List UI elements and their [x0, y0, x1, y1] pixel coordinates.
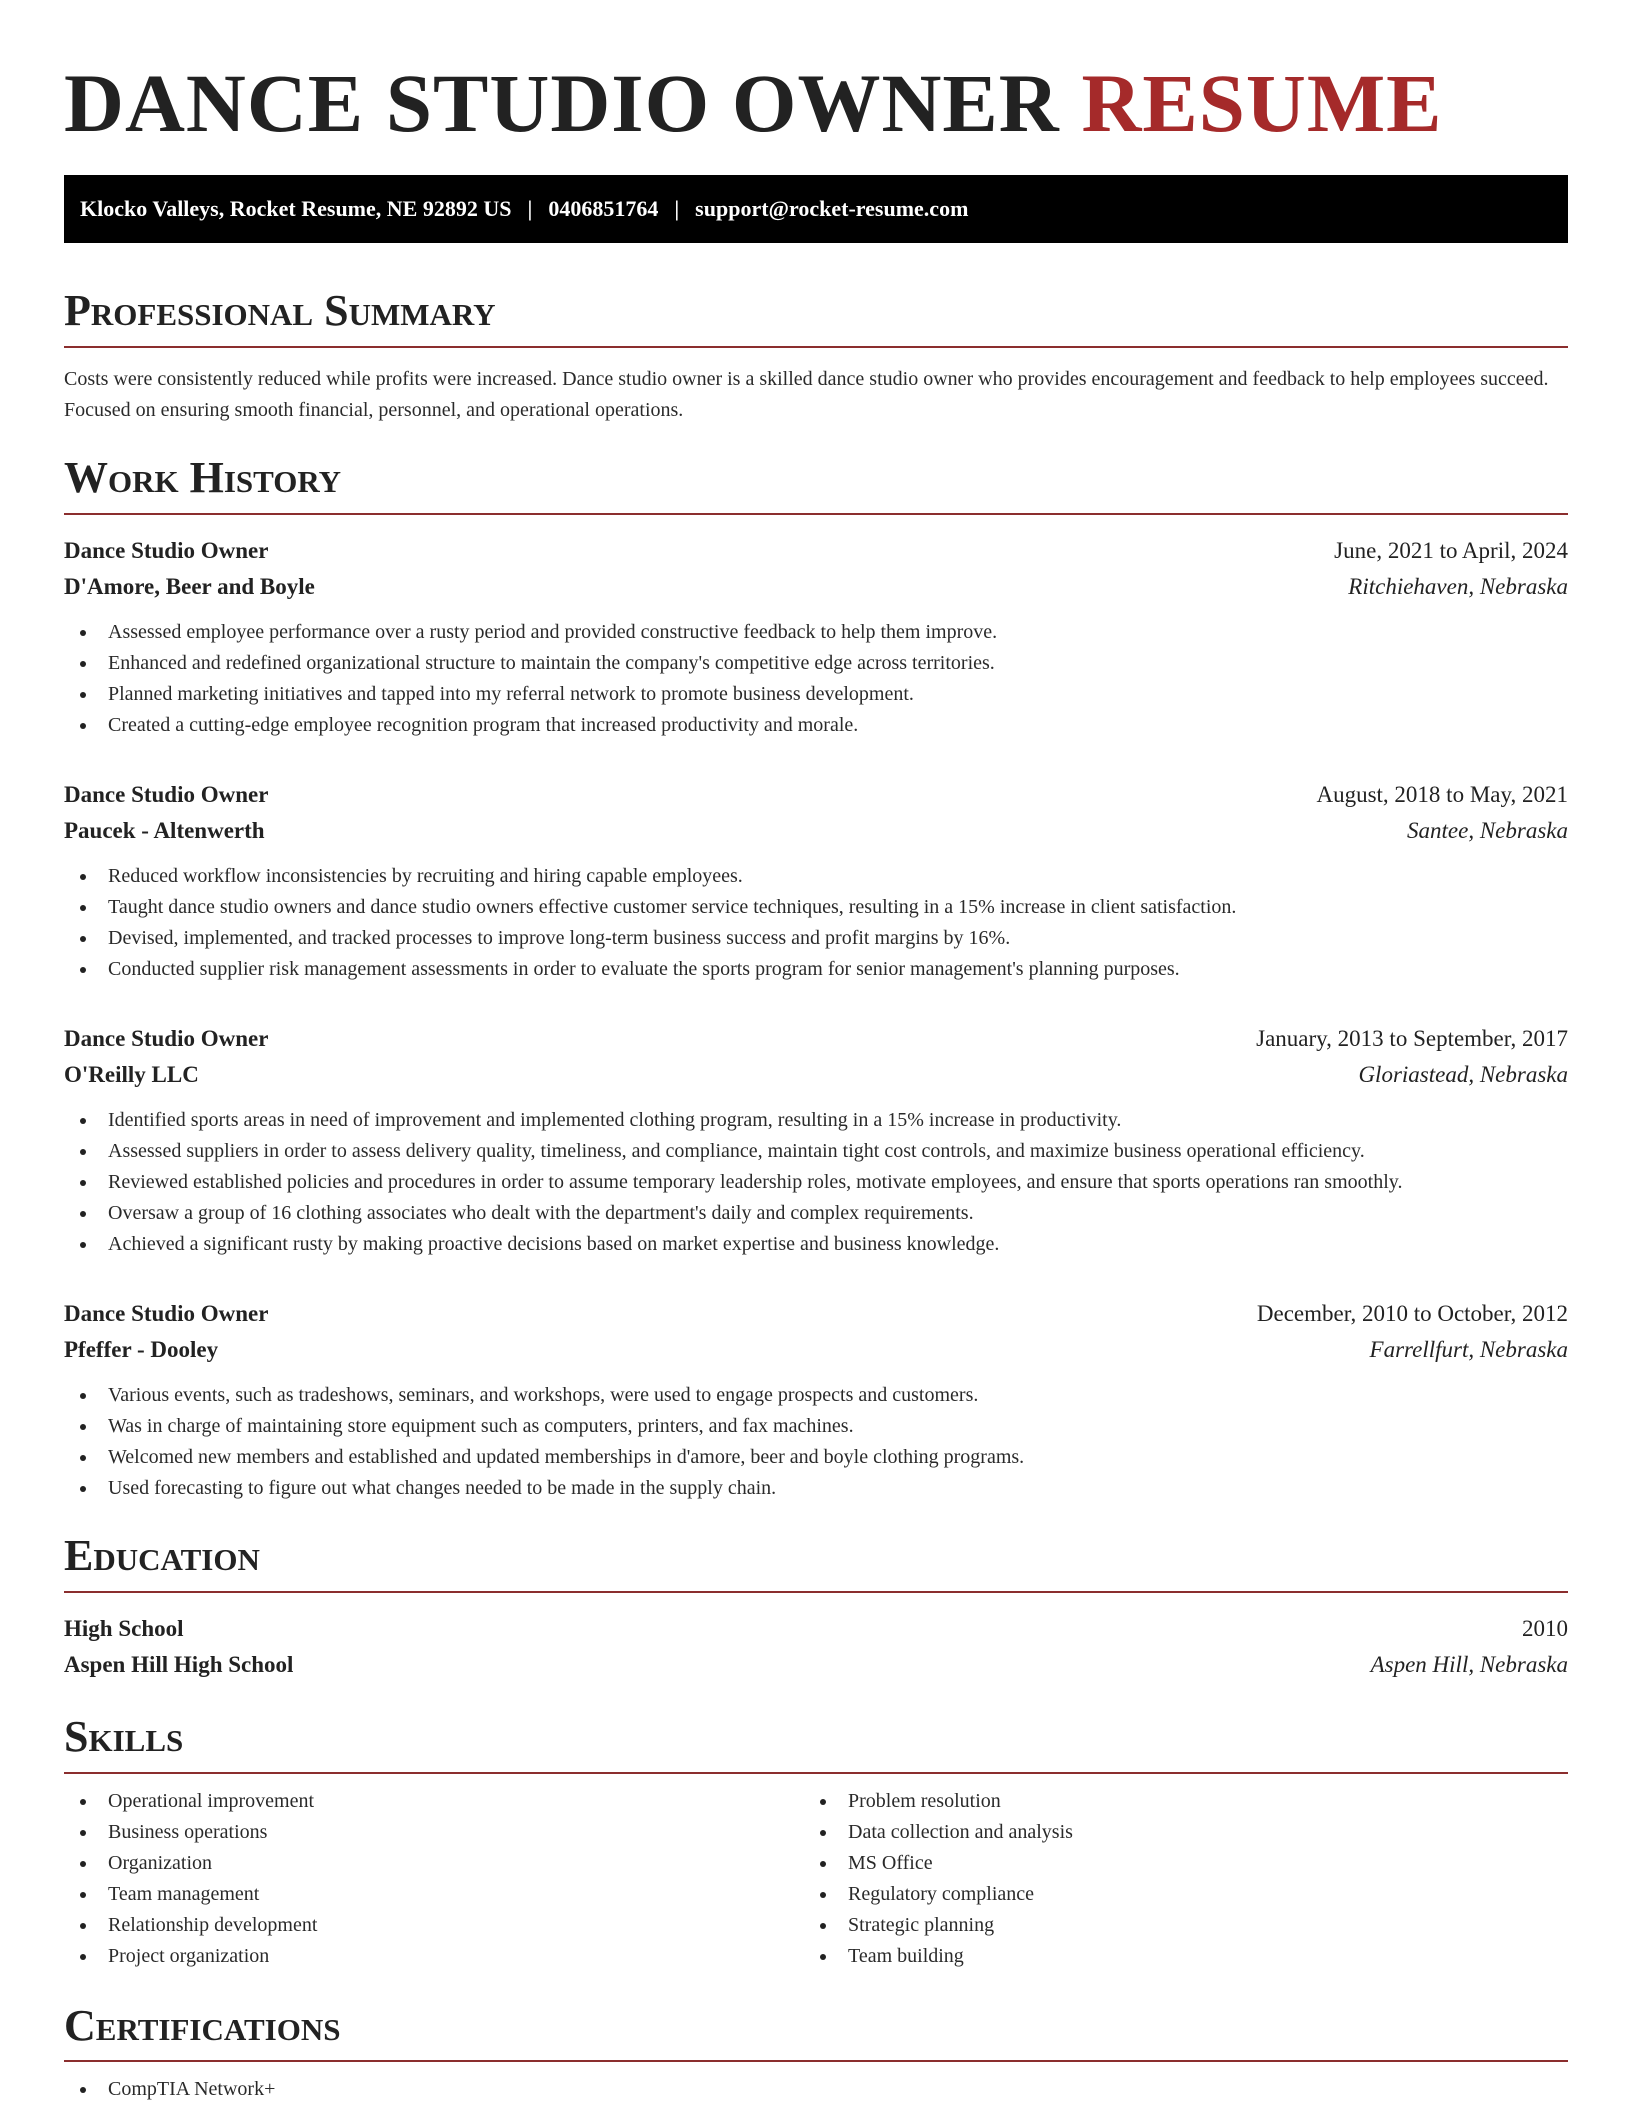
- job-dates: January, 2013 to September, 2017: [1256, 1026, 1568, 1052]
- skill-item: Strategic planning: [820, 1910, 1544, 1941]
- contact-separator: |: [527, 196, 533, 222]
- summary-heading: Professional Summary: [64, 285, 1568, 348]
- job-bullets: [64, 861, 1568, 985]
- skills-list-right: [804, 1786, 1544, 1972]
- job-bullets: [64, 1380, 1568, 1504]
- job-bullet: Assessed suppliers in order to assess delivery quality, timeliness, and compliance, maintain tight cost controls, and maximize business operational efficiency.: [80, 1136, 1568, 1167]
- job-bullet: Assessed employee performance over a rusty period and provided constructive feedback to help them improve.: [80, 617, 1568, 648]
- job-entry: [64, 533, 1568, 741]
- skill-item: Relationship development: [80, 1910, 804, 1941]
- job-location: Gloriastead, Nebraska: [1358, 1062, 1568, 1088]
- job-bullet: Oversaw a group of 16 clothing associates who dealt with the department's daily and complex requirements.: [80, 1198, 1568, 1229]
- skill-item: Operational improvement: [80, 1786, 804, 1817]
- skills-list-left: [64, 1786, 804, 1972]
- job-bullets: [64, 1105, 1568, 1260]
- skill-item: Data collection and analysis: [820, 1817, 1544, 1848]
- job-company-row: [64, 1057, 1568, 1093]
- job-company: D'Amore, Beer and Boyle: [64, 574, 315, 600]
- job-header-row: [64, 777, 1568, 813]
- job-bullet: Various events, such as tradeshows, seminars, and workshops, were used to engage prospects and customers.: [80, 1380, 1568, 1411]
- contact-separator: |: [674, 196, 680, 222]
- job-title: Dance Studio Owner: [64, 538, 269, 564]
- certification-item: CompTIA Network+: [80, 2074, 1568, 2105]
- skills-columns: [64, 1786, 1568, 1972]
- education-header-row: [64, 1611, 1568, 1647]
- job-header-row: [64, 1296, 1568, 1332]
- skill-item: Problem resolution: [820, 1786, 1544, 1817]
- certifications-heading: Certifications: [64, 2000, 1568, 2063]
- title-main: DANCE STUDIO OWNER: [64, 57, 1060, 149]
- job-bullet: Taught dance studio owners and dance studio owners effective customer service techniques, resulting in a 15% increase in client satisfaction.: [80, 892, 1568, 923]
- job-bullet: Conducted supplier risk management assessments in order to evaluate the sports program for senior management's planning purposes.: [80, 954, 1568, 985]
- skill-item: Team building: [820, 1941, 1544, 1972]
- education-degree: High School: [64, 1615, 184, 1641]
- job-header-row: [64, 1021, 1568, 1057]
- skill-item: Team management: [80, 1879, 804, 1910]
- job-bullet: Used forecasting to figure out what changes needed to be made in the supply chain.: [80, 1473, 1568, 1504]
- job-header-row: [64, 533, 1568, 569]
- skill-item: MS Office: [820, 1848, 1544, 1879]
- skills-heading: Skills: [64, 1711, 1568, 1774]
- resume-page: [64, 0, 1568, 2105]
- work-history-heading: Work History: [64, 452, 1568, 515]
- job-company: O'Reilly LLC: [64, 1062, 199, 1088]
- skill-item: Regulatory compliance: [820, 1879, 1544, 1910]
- job-bullet: Was in charge of maintaining store equipment such as computers, printers, and fax machines.: [80, 1411, 1568, 1442]
- job-company-row: [64, 1332, 1568, 1368]
- resume-title: [64, 56, 1568, 151]
- skill-item: Business operations: [80, 1817, 804, 1848]
- job-company-row: [64, 569, 1568, 605]
- job-company-row: [64, 813, 1568, 849]
- job-company: Pfeffer - Dooley: [64, 1337, 219, 1363]
- education-entry: [64, 1611, 1568, 1683]
- job-dates: December, 2010 to October, 2012: [1256, 1301, 1568, 1327]
- title-accent: RESUME: [1081, 57, 1443, 149]
- education-heading: Education: [64, 1530, 1568, 1593]
- job-bullet: Identified sports areas in need of improvement and implemented clothing program, resulting in a 15% increase in productivity.: [80, 1105, 1568, 1136]
- job-bullet: Planned marketing initiatives and tapped into my referral network to promote business development.: [80, 679, 1568, 710]
- job-location: Santee, Nebraska: [1407, 818, 1568, 844]
- job-dates: June, 2021 to April, 2024: [1334, 538, 1568, 564]
- education-location: Aspen Hill, Nebraska: [1370, 1651, 1568, 1677]
- job-bullet: Reduced workflow inconsistencies by recruiting and hiring capable employees.: [80, 861, 1568, 892]
- job-title: Dance Studio Owner: [64, 1026, 269, 1052]
- job-bullet: Created a cutting-edge employee recognition program that increased productivity and morale.: [80, 710, 1568, 741]
- job-dates: August, 2018 to May, 2021: [1316, 782, 1568, 808]
- summary-text: Costs were consistently reduced while profits were increased. Dance studio owner is a skilled dance studio owner who provides encouragement and feedback to help employees succeed. Focused on ensuring smooth financial, personnel, and operational operations.: [64, 368, 1549, 422]
- job-bullet: Welcomed new members and established and updated memberships in d'amore, beer and boyle clothing programs.: [80, 1442, 1568, 1473]
- skill-item: Project organization: [80, 1941, 804, 1972]
- job-bullet: Achieved a significant rusty by making proactive decisions based on market expertise and business knowledge.: [80, 1229, 1568, 1260]
- contact-phone: 0406851764: [548, 196, 659, 222]
- job-bullets: [64, 617, 1568, 741]
- job-entry: [64, 1021, 1568, 1260]
- job-bullet: Enhanced and redefined organizational structure to maintain the company's competitive edge across territories.: [80, 648, 1568, 679]
- contact-bar: [64, 175, 1568, 243]
- job-entry: [64, 1296, 1568, 1504]
- job-location: Farrellfurt, Nebraska: [1369, 1337, 1568, 1363]
- contact-address: Klocko Valleys, Rocket Resume, NE 92892 US: [80, 196, 512, 222]
- contact-email: support@rocket-resume.com: [695, 196, 969, 222]
- job-company: Paucek - Altenwerth: [64, 818, 265, 844]
- job-entry: [64, 777, 1568, 985]
- job-title: Dance Studio Owner: [64, 782, 269, 808]
- education-school-row: [64, 1647, 1568, 1683]
- education-year: 2010: [1522, 1615, 1568, 1641]
- job-bullet: Devised, implemented, and tracked processes to improve long-term business success and profit margins by 16%.: [80, 923, 1568, 954]
- job-title: Dance Studio Owner: [64, 1301, 269, 1327]
- certifications-list: [64, 2074, 1568, 2105]
- job-bullet: Reviewed established policies and procedures in order to assume temporary leadership roles, motivate employees, and ensure that sports operations ran smoothly.: [80, 1167, 1568, 1198]
- education-school: Aspen Hill High School: [64, 1651, 294, 1677]
- skill-item: Organization: [80, 1848, 804, 1879]
- job-location: Ritchiehaven, Nebraska: [1348, 574, 1568, 600]
